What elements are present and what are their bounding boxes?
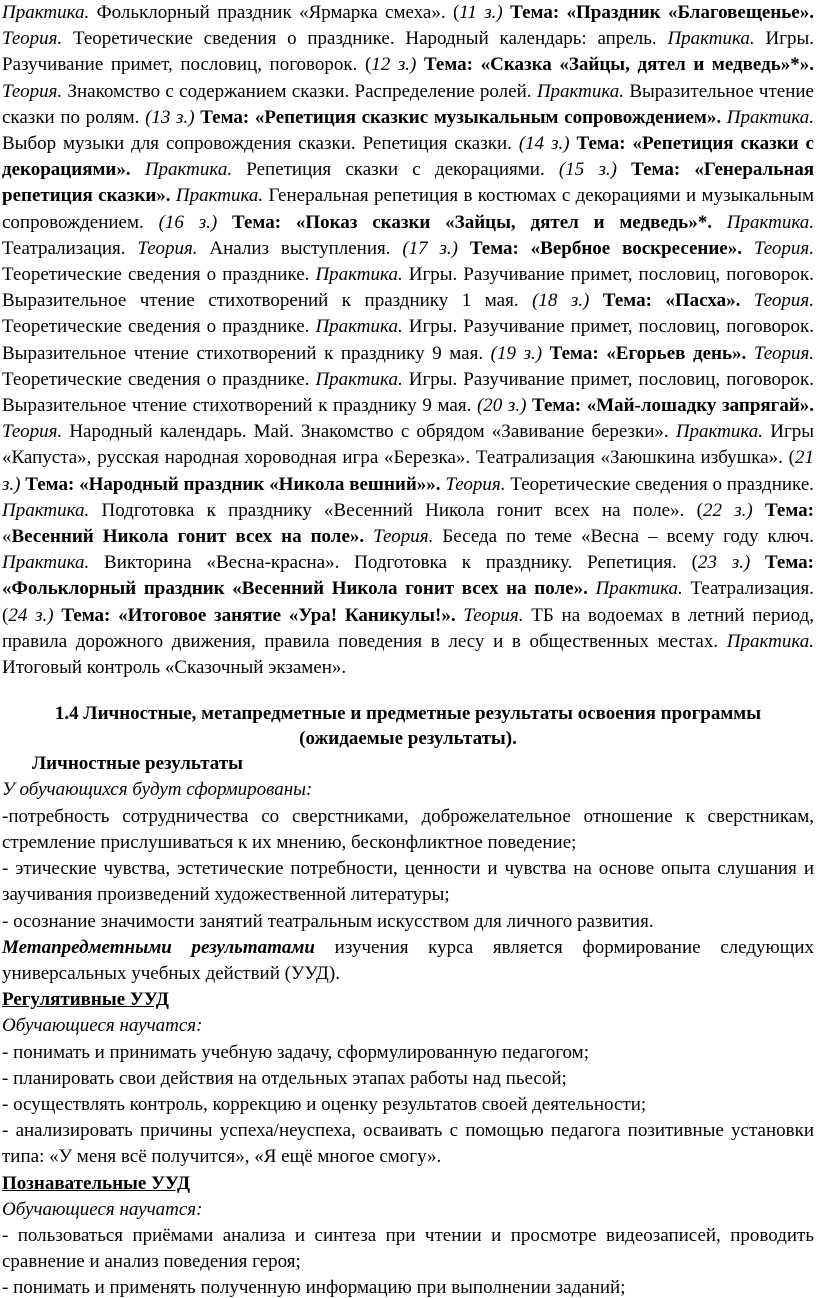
regulative-intro: Обучающиеся научатся: — [2, 1015, 203, 1037]
personal-item: - осознание значимости занятий театральным искусством для личного развития. — [2, 910, 654, 932]
topic-title: Тема: «Показ сказки «Зайцы, дятел и медведь»*. — [232, 211, 712, 233]
body-text — [712, 212, 727, 233]
body-text: Фольклорный праздник «Ярмарка смеха». ( — [89, 2, 460, 23]
body-text — [740, 290, 754, 311]
body-text — [750, 552, 765, 573]
body-text: Игры. Разучивание примет, пословиц, поговорок. Выразительное чтение стихотворений к празднику 9 мая. — [2, 368, 814, 417]
italic-label: Теория. — [2, 28, 63, 50]
italic-label: Практика. — [2, 499, 90, 521]
meta-results-paragraph — [2, 935, 814, 987]
body-text: « — [2, 526, 12, 548]
italic-label: (18 з.) — [532, 290, 590, 312]
body-text: Теоретические сведения о празднике. — [2, 368, 316, 390]
italic-label: 21 з.) — [2, 447, 814, 495]
section-heading — [2, 701, 814, 751]
italic-label: 24 з.) — [8, 604, 54, 626]
body-text: Теоретические сведения о празднике. — [2, 316, 316, 338]
body-text — [617, 159, 631, 180]
topic-title: Тема: «Фольклорный праздник «Весенний Никола гонит всех на поле». — [2, 552, 815, 600]
italic-label: 22 з.) — [702, 499, 753, 521]
meta-results-bold: Метапредметными результатами — [2, 936, 315, 958]
italic-label: Практика. — [315, 368, 403, 390]
italic-label: 23 з.) — [697, 552, 751, 574]
italic-label: (16 з.) — [158, 211, 218, 233]
cognitive-item: - пользоваться приёмами анализа и синтеза при чтении и просмотре видеозаписей, проводить сравнение и анализ поведения героя; — [2, 1224, 814, 1273]
cognitive-intro: Обучающиеся научатся: — [2, 1198, 203, 1220]
body-text: Игры. Разучивание примет, пословиц, поговорок. Выразительное чтение стихотворений к празднику 9 мая. — [2, 316, 814, 364]
italic-label: Практика. — [315, 316, 403, 338]
italic-label: Теория. — [463, 604, 524, 626]
italic-label: Теория. — [2, 421, 63, 443]
body-text — [131, 159, 145, 180]
italic-label: Теория. — [753, 290, 815, 312]
body-text — [746, 343, 754, 364]
regulative-item: - понимать и принимать учебную задачу, сформулированную педагогом; — [2, 1041, 589, 1063]
topic-title: Тема: «Сказка «Зайцы, дятел и медведь»*». — [423, 54, 815, 76]
body-text: Репетиция сказки с декорациями. — [232, 159, 559, 181]
italic-label: (13 з.) — [145, 106, 195, 128]
italic-label: Теория. — [2, 80, 63, 102]
italic-label: Практика. — [536, 80, 625, 102]
topic-title: Тема: «Репетиция сказкис музыкальным сопровождением». — [200, 106, 722, 128]
body-text: ТБ на водоемах в летний период, правила дорожного движения, правила поведения в лесу и в общественных местах. — [2, 604, 814, 652]
body-text — [416, 54, 424, 75]
cognitive-title: Познавательные УУД — [2, 1172, 191, 1194]
body-text: Итоговый контроль «Сказочный экзамен». — [2, 657, 347, 679]
italic-label: Практика. — [2, 2, 90, 23]
italic-label: (14 з.) — [518, 133, 570, 155]
italic-label: (17 з.) — [402, 237, 458, 259]
regulative-title: Регулятивные УУД — [2, 989, 169, 1011]
italic-label: Практика. — [675, 421, 764, 443]
italic-label: Теория. — [373, 526, 434, 548]
topic-title: Тема: «Народный праздник «Никола вешний»». — [25, 473, 441, 495]
body-text: Анализ выступления. — [197, 237, 403, 259]
italic-label: 11 з.) — [459, 2, 503, 23]
body-text: Генеральная репетиция в костюмах с декорациями и музыкальным сопровождением. — [2, 185, 814, 233]
topic-title: Тема: «Праздник «Благовещенье». — [510, 2, 814, 23]
topic-title: Весенний Никола гонит всех на поле». — [11, 526, 365, 548]
personal-item: - этические чувства, эстетические потребности, ценности и чувства на основе опыта слушания и заучивания произведений художественной литературы; — [2, 858, 814, 906]
body-text: Подготовка к празднику «Весенний Никола гонит всех на поле». ( — [89, 499, 703, 521]
italic-label: Практика. — [726, 211, 815, 233]
body-text: Викторина «Весна-красна». Подготовка к празднику. Репетиция. ( — [89, 552, 698, 574]
schedule-paragraph — [2, 0, 814, 681]
body-text — [588, 578, 596, 599]
body-text: Теоретические сведения о празднике. Народный календарь: апрель. — [62, 28, 668, 50]
topic-title: Тема: «Егорьев день». — [549, 342, 747, 364]
body-text: Теоретические сведения о празднике. — [2, 264, 316, 286]
italic-label: Практика. — [2, 552, 90, 574]
personal-results-title: Личностные результаты — [32, 753, 243, 775]
personal-results-intro: У обучающихся будут сформированы: — [2, 779, 313, 801]
italic-label: Практика. — [726, 630, 814, 652]
topic-title: Тема: «Пасха». — [602, 290, 741, 312]
regulative-item: - анализировать причины успеха/неуспеха, осваивать с помощью педагога позитивные установки типа: «У меня всё получится», «Я ещё многое смогу». — [2, 1120, 814, 1168]
meta-results-text: изучения курса является формирование следующих универсальных учебных действий (УУД). — [2, 936, 814, 984]
italic-label: Теория. — [137, 237, 198, 259]
regulative-item: - осуществлять контроль, коррекцию и оценку результатов своей деятельности; — [2, 1093, 647, 1115]
cognitive-item: - понимать и применять полученную информацию при выполнении заданий; — [2, 1277, 626, 1298]
body-text: Игры «Капуста», русская народная хороводная игра «Березка». Театрализация «Заюшкина избушка». ( — [2, 421, 814, 469]
italic-label: Практика. — [726, 106, 815, 128]
italic-label: Теория. — [753, 237, 814, 259]
body-text — [589, 290, 603, 311]
italic-label: (15 з.) — [558, 159, 617, 181]
body-text: Народный календарь. Май. Знакомство с обрядом «Завивание березки». — [62, 421, 676, 443]
section-heading-line2: (ожидаемые результаты). — [299, 728, 517, 750]
italic-label: (20 з.) — [476, 395, 527, 417]
body-text: Теоретические сведения о празднике. — [505, 473, 815, 495]
topic-title: Тема: — [764, 499, 814, 521]
italic-label: (19 з.) — [490, 342, 543, 364]
body-text — [542, 343, 550, 364]
topic-title: Тема: «Генеральная репетиция сказки». — [2, 159, 814, 207]
body-text — [217, 212, 232, 233]
section-heading-line1: 1.4 Личностные, метапредметные и предметные результаты освоения программы — [54, 703, 762, 725]
topic-title: Тема: «Вербное воскресение». — [469, 237, 742, 259]
body-text: Игры. Разучивание примет, пословиц, поговорок. ( — [2, 28, 814, 76]
body-text — [753, 500, 765, 521]
body-text: Беседа по теме «Весна – всему году ключ. — [433, 526, 815, 548]
italic-label: Теория. — [445, 473, 506, 495]
body-text — [364, 526, 373, 547]
topic-title: Тема: «Репетиция сказки с декорациями». — [2, 133, 814, 181]
italic-label: 12 з.) — [371, 54, 417, 76]
body-text — [742, 238, 754, 259]
italic-label: Теория. — [753, 342, 815, 364]
italic-label: Практика. — [315, 264, 403, 286]
body-text: Знакомство с содержанием сказки. Распределение ролей. — [62, 80, 537, 102]
body-text: Выразительное чтение сказки по ролям. — [2, 80, 814, 128]
regulative-item: - планировать свои действия на отдельных этапах работы над пьесой; — [2, 1067, 567, 1089]
italic-label: Практика. — [175, 185, 264, 207]
topic-title: Тема: «Итоговое занятие «Ура! Каникулы!». — [61, 604, 456, 626]
body-text: Игры. Разучивание примет, пословиц, поговорок. Выразительное чтение стихотворений к празднику 1 мая. — [2, 264, 814, 312]
body-text: Театрализация. ( — [2, 578, 814, 626]
topic-title: Тема: «Май-лошадку запрягай». — [532, 395, 815, 417]
body-text — [570, 133, 577, 154]
italic-label: Практика. — [667, 28, 755, 50]
body-text: Театрализация. — [2, 237, 138, 259]
body-text: Выбор музыки для сопровождения сказки. Репетиция сказки. — [2, 133, 519, 155]
italic-label: Практика. — [144, 159, 233, 181]
body-text — [458, 238, 470, 259]
italic-label: Практика. — [595, 578, 683, 600]
personal-item: -потребность сотрудничества со сверстниками, доброжелательное отношение к сверстникам, стремление прислушиваться к их мнению, бесконфликтное поведение; — [2, 805, 814, 853]
